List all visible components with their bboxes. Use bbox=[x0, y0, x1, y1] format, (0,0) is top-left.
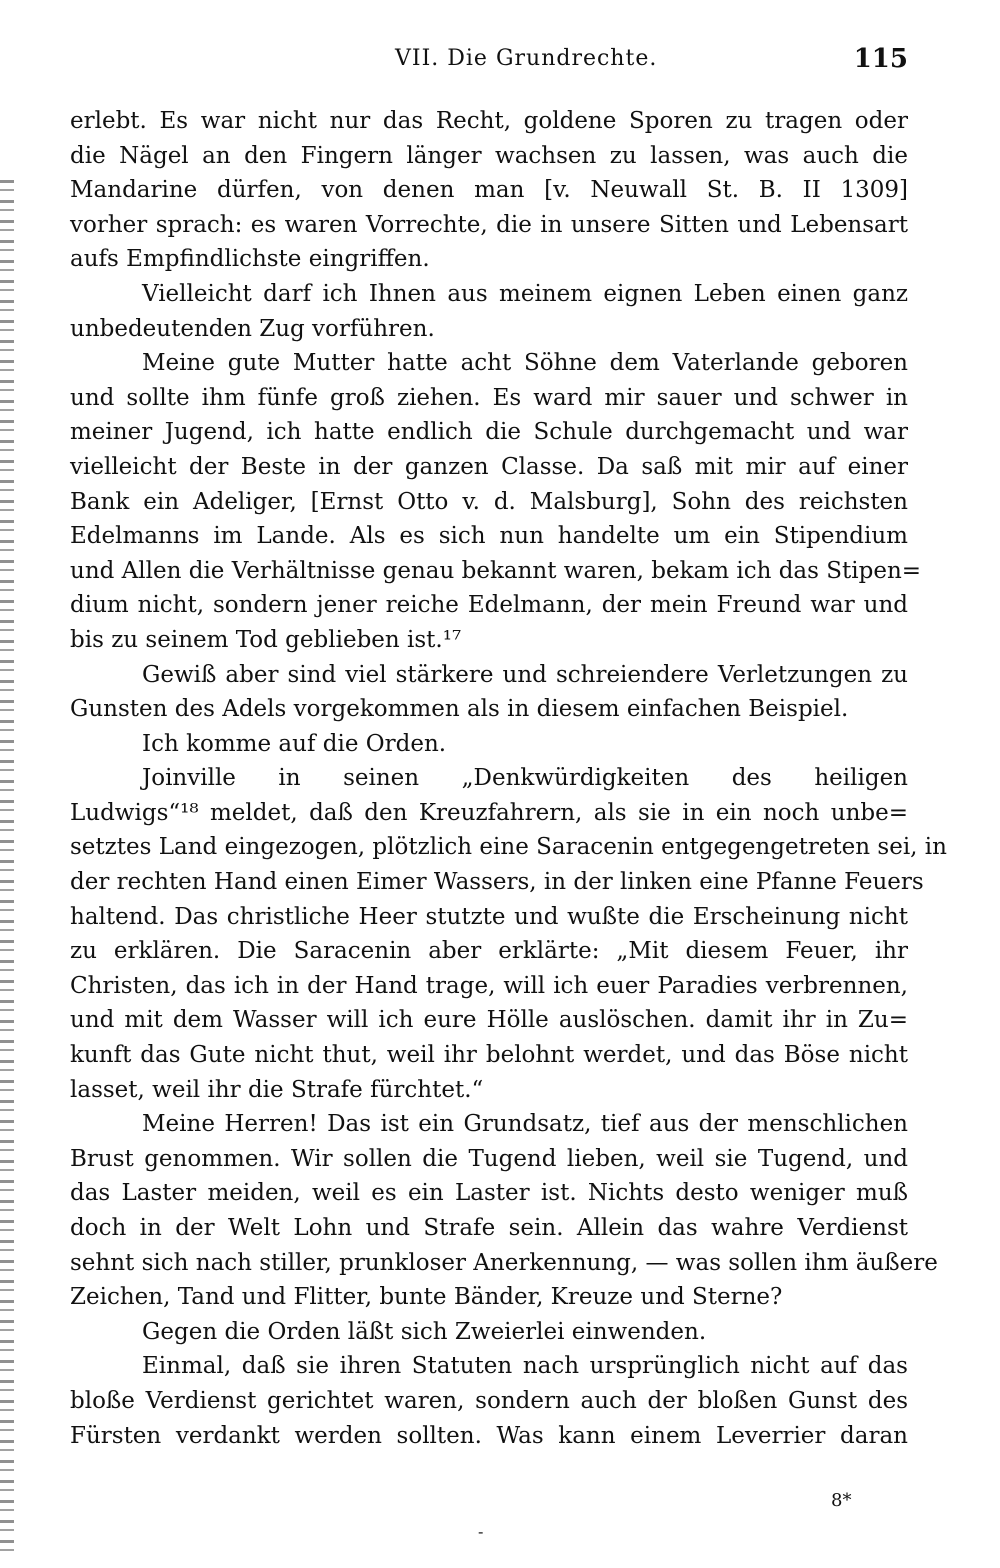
text-line: Zeichen, Tand und Flitter, bunte Bänder, Kreuze und Sterne? bbox=[70, 1284, 783, 1311]
text-line: Gegen die Orden läßt sich Zweierlei einwenden. bbox=[142, 1318, 707, 1345]
text-line: Ich komme auf die Orden. bbox=[142, 730, 447, 757]
text-line: und sollte ihm fünfe groß ziehen. Es ward mir sauer und schwer in bbox=[70, 384, 908, 411]
text-line: aufs Empfindlichste eingriffen. bbox=[70, 246, 430, 273]
page-number: 115 bbox=[853, 44, 908, 74]
text-line: bloße Verdienst gerichtet waren, sondern auch der bloßen Gunst des bbox=[70, 1387, 908, 1414]
bottom-tick-mark: - bbox=[478, 1522, 484, 1541]
text-line: doch in der Welt Lohn und Strafe sein. Allein das wahre Verdienst bbox=[70, 1215, 908, 1241]
text-line: bis zu seinem Tod geblieben ist.¹⁷ bbox=[70, 626, 462, 653]
text-line: Fürsten verdankt werden sollten. Was kann einem Leverrier daran bbox=[70, 1422, 908, 1449]
text-line: unbedeutenden Zug vorführen. bbox=[70, 315, 435, 342]
text-line: meiner Jugend, ich hatte endlich die Schule durchgemacht und war bbox=[70, 419, 908, 446]
text-line: Edelmanns im Lande. Als es sich nun handelte um ein Stipendium bbox=[70, 523, 908, 550]
signature-mark: 8* bbox=[831, 1490, 852, 1511]
text-line: und Allen die Verhältnisse genau bekannt waren, bekam ich das Stipen= bbox=[70, 557, 922, 584]
text-line: Vielleicht darf ich Ihnen aus meinem eignen Leben einen ganz bbox=[142, 280, 908, 307]
text-line: Ludwigs“¹⁸ meldet, daß den Kreuzfahrern, als sie in ein noch unbe= bbox=[70, 799, 908, 826]
running-title: VII. Die Grundrechte. bbox=[395, 46, 658, 71]
text-line: und mit dem Wasser will ich eure Hölle auslöschen. damit ihr in Zu= bbox=[70, 1007, 908, 1034]
text-line: Brust genommen. Wir sollen die Tugend lieben, weil sie Tugend, und bbox=[70, 1145, 908, 1172]
text-line: der rechten Hand einen Eimer Wassers, in der linken eine Pfanne Feuers bbox=[70, 869, 924, 896]
text-line: vorher sprach: es waren Vorrechte, die in unsere Sitten und Lebensart bbox=[70, 211, 908, 238]
text-line: Meine gute Mutter hatte acht Söhne dem Vaterlande geboren bbox=[142, 350, 908, 377]
text-line: Christen, das ich in der Hand trage, will ich euer Paradies verbrennen, bbox=[70, 972, 908, 999]
text-line: Gunsten des Adels vorgekommen als in diesem einfachen Beispiel. bbox=[70, 696, 849, 723]
page-edge-shadow bbox=[0, 180, 14, 1560]
text-line: setztes Land eingezogen, plötzlich eine Saracenin entgegengetreten sei, in bbox=[70, 834, 947, 861]
text-line: vielleicht der Beste in der ganzen Classe. Da saß mit mir auf einer bbox=[70, 453, 908, 480]
text-line: lasset, weil ihr die Strafe fürchtet.“ bbox=[70, 1076, 484, 1103]
text-line: die Nägel an den Fingern länger wachsen zu lassen, was auch die bbox=[70, 142, 908, 169]
text-line: haltend. Das christliche Heer stutzte und wußte die Erscheinung nicht bbox=[70, 903, 908, 930]
text-line: sehnt sich nach stiller, prunkloser Anerkennung, — was sollen ihm äußere bbox=[70, 1249, 938, 1276]
text-line: Meine Herren! Das ist ein Grundsatz, tief aus der menschlichen bbox=[142, 1111, 908, 1138]
text-line: Einmal, daß sie ihren Statuten nach ursprünglich nicht auf das bbox=[142, 1353, 908, 1380]
text-line: kunft das Gute nicht thut, weil ihr belohnt werdet, und das Böse nicht bbox=[70, 1042, 908, 1069]
text-line: Gewiß aber sind viel stärkere und schreiendere Verletzungen zu bbox=[142, 661, 908, 688]
text-line: dium nicht, sondern jener reiche Edelmann, der mein Freund war und bbox=[70, 592, 908, 619]
text-line: zu erklären. Die Saracenin aber erklärte: „Mit diesem Feuer, ihr bbox=[70, 938, 908, 965]
text-line: das Laster meiden, weil es ein Laster ist. Nichts desto weniger muß bbox=[70, 1180, 908, 1207]
running-header bbox=[70, 40, 908, 80]
text-line: Joinville in seinen „Denkwürdigkeiten des heiligen bbox=[142, 765, 908, 792]
text-line: Bank ein Adeliger, [Ernst Otto v. d. Malsburg], Sohn des reichsten bbox=[70, 488, 908, 515]
text-line: Mandarine dürfen, von denen man [v. Neuwall St. B. II 1309] bbox=[70, 177, 908, 204]
text-line: erlebt. Es war nicht nur das Recht, goldene Sporen zu tragen oder bbox=[70, 108, 908, 134]
body-text bbox=[70, 104, 947, 1453]
